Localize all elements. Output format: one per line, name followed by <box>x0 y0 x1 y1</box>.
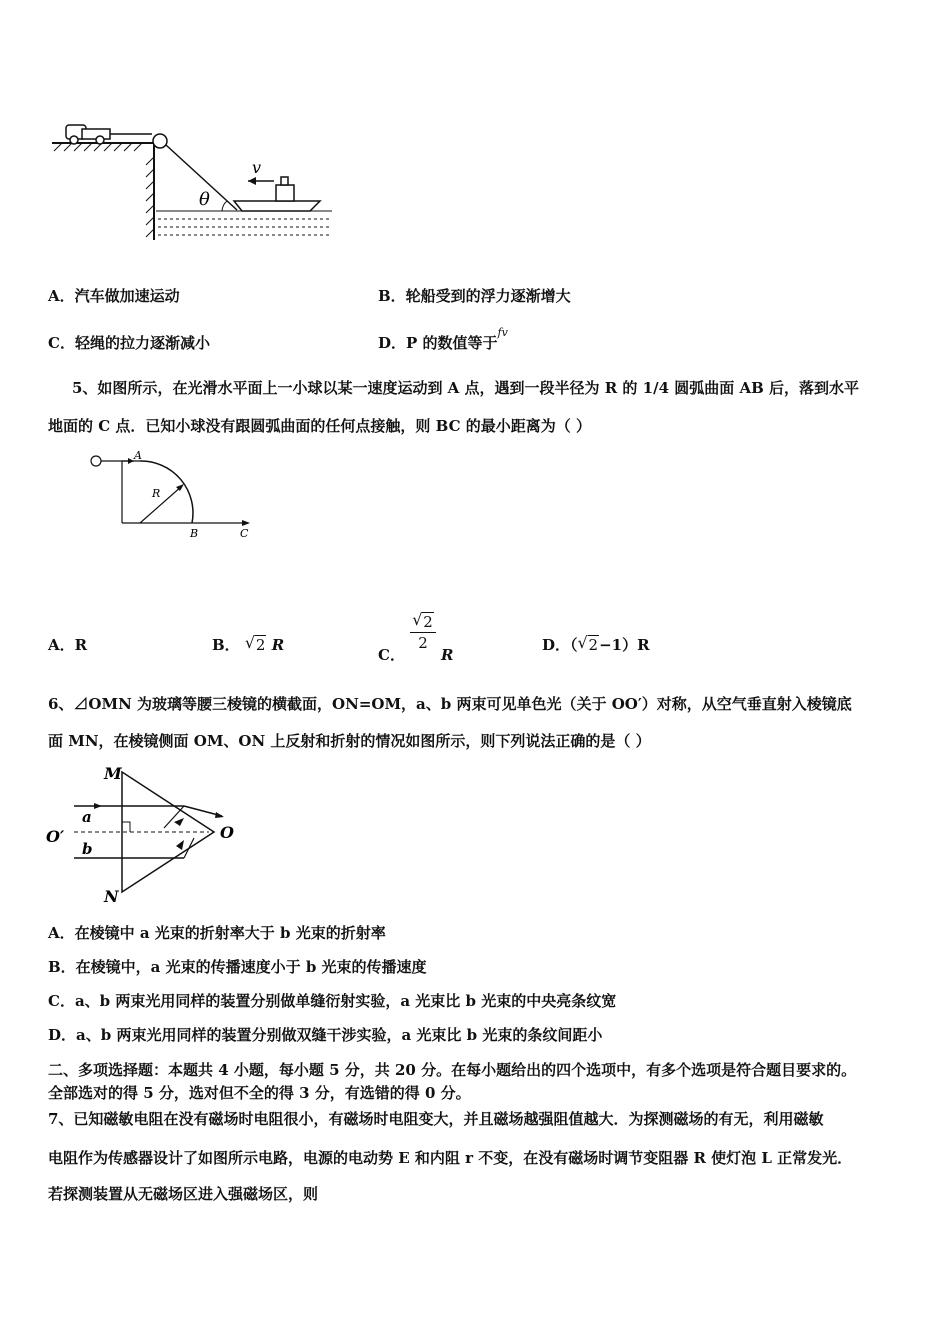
q7-text-line1: 7、已知磁敏电阻在没有磁场时电阻很小，有磁场时电阻变大，并且磁场越强阻值越大．为探测磁场的有无，利用磁敏 <box>48 1110 824 1128</box>
sqrt-symbol: √ 2 <box>577 633 599 654</box>
fraction <box>410 612 436 653</box>
q5-option-d-prefix: D．（ <box>542 636 578 654</box>
ship-icon <box>234 201 320 211</box>
label-b: b <box>82 840 93 858</box>
q5-option-d-radicand: 2 <box>588 636 599 654</box>
label-n: N <box>104 887 119 906</box>
ball-icon <box>91 456 101 466</box>
q5-option-a: A．R <box>48 636 88 654</box>
pulley-icon <box>153 134 167 148</box>
q5-text-line2: 地面的 C 点．已知小球没有跟圆弧曲面的任何点接触，则 BC 的最小距离为（ ） <box>48 417 591 435</box>
theta-label: θ <box>199 189 210 210</box>
car-ship-figure <box>52 115 342 245</box>
label-c: C <box>240 527 249 540</box>
label-o-prime: O′ <box>46 827 65 846</box>
label-b: B <box>190 527 199 540</box>
label-a: a <box>82 808 92 826</box>
prism-figure <box>44 760 244 908</box>
q4-option-a: A．汽车做加速运动 <box>48 287 180 305</box>
q5-option-c-numerator: 2 <box>423 613 433 631</box>
q5-option-d <box>542 635 650 655</box>
q5-option-d-suffix: −1）R <box>599 636 650 654</box>
label-m: M <box>104 764 122 783</box>
q5-text-line1: 5、如图所示，在光滑水平面上一小球以某一速度运动到 A 点，遇到一段半径为 R 的 1/4 圆弧曲面 AB 后，落到水平 <box>72 379 859 397</box>
quarter-arc-figure <box>86 448 266 548</box>
section2-heading-line2: 全部选对的得 5 分，选对但不全的得 3 分，有选错的得 0 分。 <box>48 1084 471 1102</box>
q4-option-b: B．轮船受到的浮力逐渐增大 <box>378 287 571 305</box>
q5-option-c-suffix: R <box>440 645 454 664</box>
q6-option-a: A．在棱镜中 a 光束的折射率大于 b 光束的折射率 <box>48 924 386 942</box>
label-r: R <box>152 487 161 500</box>
q4-option-c: C．轻绳的拉力逐渐减小 <box>48 334 210 352</box>
q5-option-c-denominator: 2 <box>418 634 428 652</box>
label-o: O <box>220 823 234 842</box>
q5-option-b-prefix: B． <box>212 636 240 654</box>
q7-text-line2: 电阻作为传感器设计了如图所示电路，电源的电动势 E 和内阻 r 不变，在没有磁场时调节变阻器 R 使灯泡 L 正常发光． <box>48 1149 853 1167</box>
q4-option-d-prefix: D．P 的数值等于 <box>378 334 498 352</box>
velocity-label: v <box>252 158 262 177</box>
label-a: A <box>134 449 142 462</box>
q5-option-b <box>212 635 284 655</box>
sqrt-symbol: √ 2 <box>244 633 266 654</box>
q4-option-d <box>378 326 508 355</box>
q6-text-line1: 6、⊿OMN 为玻璃等腰三棱镜的横截面，ON=OM，a、b 两束可见单色光（关于 OO′）对称，从空气垂直射入棱镜底 <box>48 695 852 713</box>
q4-option-d-formula: fv <box>497 326 508 339</box>
q6-text-line2: 面 MN，在棱镜侧面 OM、ON 上反射和折射的情况如图所示，则下列说法正确的是（ ） <box>48 732 651 750</box>
sqrt-symbol: √ 2 <box>412 610 433 631</box>
q6-option-d: D．a、b 两束光用同样的装置分别做双缝干涉实验，a 光束比 b 光束的条纹间距小 <box>48 1026 603 1044</box>
car-icon <box>66 125 110 144</box>
q5-option-b-radicand: 2 <box>255 636 266 654</box>
q6-option-b: B．在棱镜中，a 光束的传播速度小于 b 光束的传播速度 <box>48 958 427 976</box>
q5-option-c <box>378 610 454 664</box>
q5-option-c-prefix: C． <box>378 645 405 664</box>
q7-text-line3: 若探测装置从无磁场区进入强磁场区，则 <box>48 1185 319 1203</box>
q6-option-c: C．a、b 两束光用同样的装置分别做单缝衍射实验，a 光束比 b 光束的中央亮条纹宽 <box>48 992 617 1010</box>
section2-heading-line1: 二、多项选择题：本题共 4 小题，每小题 5 分，共 20 分。在每小题给出的四个选项中，有多个选项是符合题目要求的。 <box>48 1061 857 1079</box>
q5-option-b-suffix: R <box>271 636 285 654</box>
